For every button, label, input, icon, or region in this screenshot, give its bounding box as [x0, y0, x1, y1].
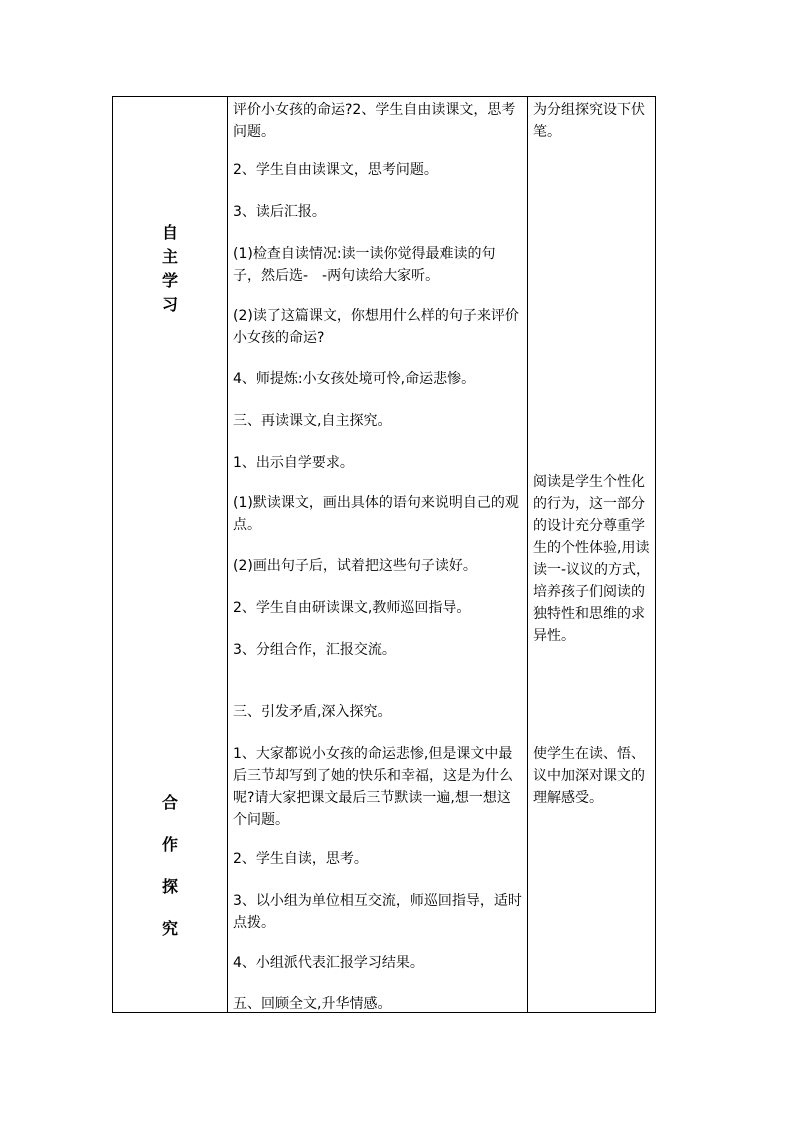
label-char: 学 — [161, 271, 178, 290]
content-paragraph: (1)默读课文，画出具体的语句来说明自己的观点。 — [233, 495, 519, 533]
content-paragraph: 2、学生自读，思考。 — [233, 851, 368, 867]
label-char: 究 — [161, 919, 178, 938]
column-divider — [227, 97, 228, 1012]
content-paragraph: 2、学生自由研读课文,教师巡回指导。 — [233, 600, 471, 616]
content-paragraph: 1、出示自学要求。 — [233, 455, 354, 471]
note-paragraph: 为分组探究设下伏笔。 — [533, 102, 645, 140]
content-paragraph: (2)读了这篇课文，你想用什么样的句子来评价小女孩的命运? — [233, 308, 519, 346]
content-paragraph: 3、以小组为单位相互交流，师巡回指导，适时点拨。 — [233, 893, 522, 931]
lesson-plan-table — [112, 96, 656, 1013]
content-paragraph: 五、回顾全文,升华情感。 — [233, 996, 392, 1012]
label-char: 合 — [161, 793, 178, 812]
label-char: 主 — [161, 247, 178, 266]
content-paragraph: 4、师提炼:小女孩处境可怜,命运悲惨。 — [233, 371, 476, 387]
label-char: 作 — [161, 835, 178, 854]
content-paragraph: 2、学生自由读课文，思考问题。 — [233, 162, 438, 178]
column-divider — [527, 97, 528, 1012]
content-paragraph: 4、小组派代表汇报学习结果。 — [233, 955, 424, 971]
note-paragraph: 使学生在读、悟、议中加深对课文的理解感受。 — [533, 746, 645, 806]
content-paragraph: (1)检查自读情况:读一读你觉得最难读的句子，然后选- -两句读给大家听。 — [233, 246, 496, 284]
content-paragraph: 3、读后汇报。 — [233, 204, 326, 220]
content-paragraph: (2)画出句子后，试着把这些句子读好。 — [233, 558, 477, 574]
row-label-cooperative-inquiry — [113, 793, 227, 961]
content-paragraph: 评价小女孩的命运?2、学生自由读课文，思考问题。 — [233, 102, 516, 140]
label-char: 自 — [161, 223, 178, 242]
row-label-self-study — [113, 223, 227, 319]
content-paragraph: 三、再读课文,自主探究。 — [233, 413, 392, 429]
label-char: 习 — [161, 295, 178, 314]
content-paragraph: 3、分组合作，汇报交流。 — [233, 642, 396, 658]
label-char: 探 — [161, 877, 178, 896]
content-paragraph: 1、大家都说小女孩的命运悲惨,但是课文中最后三节却写到了她的快乐和幸福，这是为什么呢?请大家把课文最后三节默读一遍,想一想这个问题。 — [233, 746, 513, 828]
content-paragraph: 三、引发矛盾,深入探究。 — [233, 704, 392, 720]
note-paragraph: 阅读是学生个性化的行为，这一部分的设计充分尊重学生的个性体验,用读读一-议议的方式，培养孩子们阅读的独特性和思维的求异性。 — [533, 474, 651, 644]
